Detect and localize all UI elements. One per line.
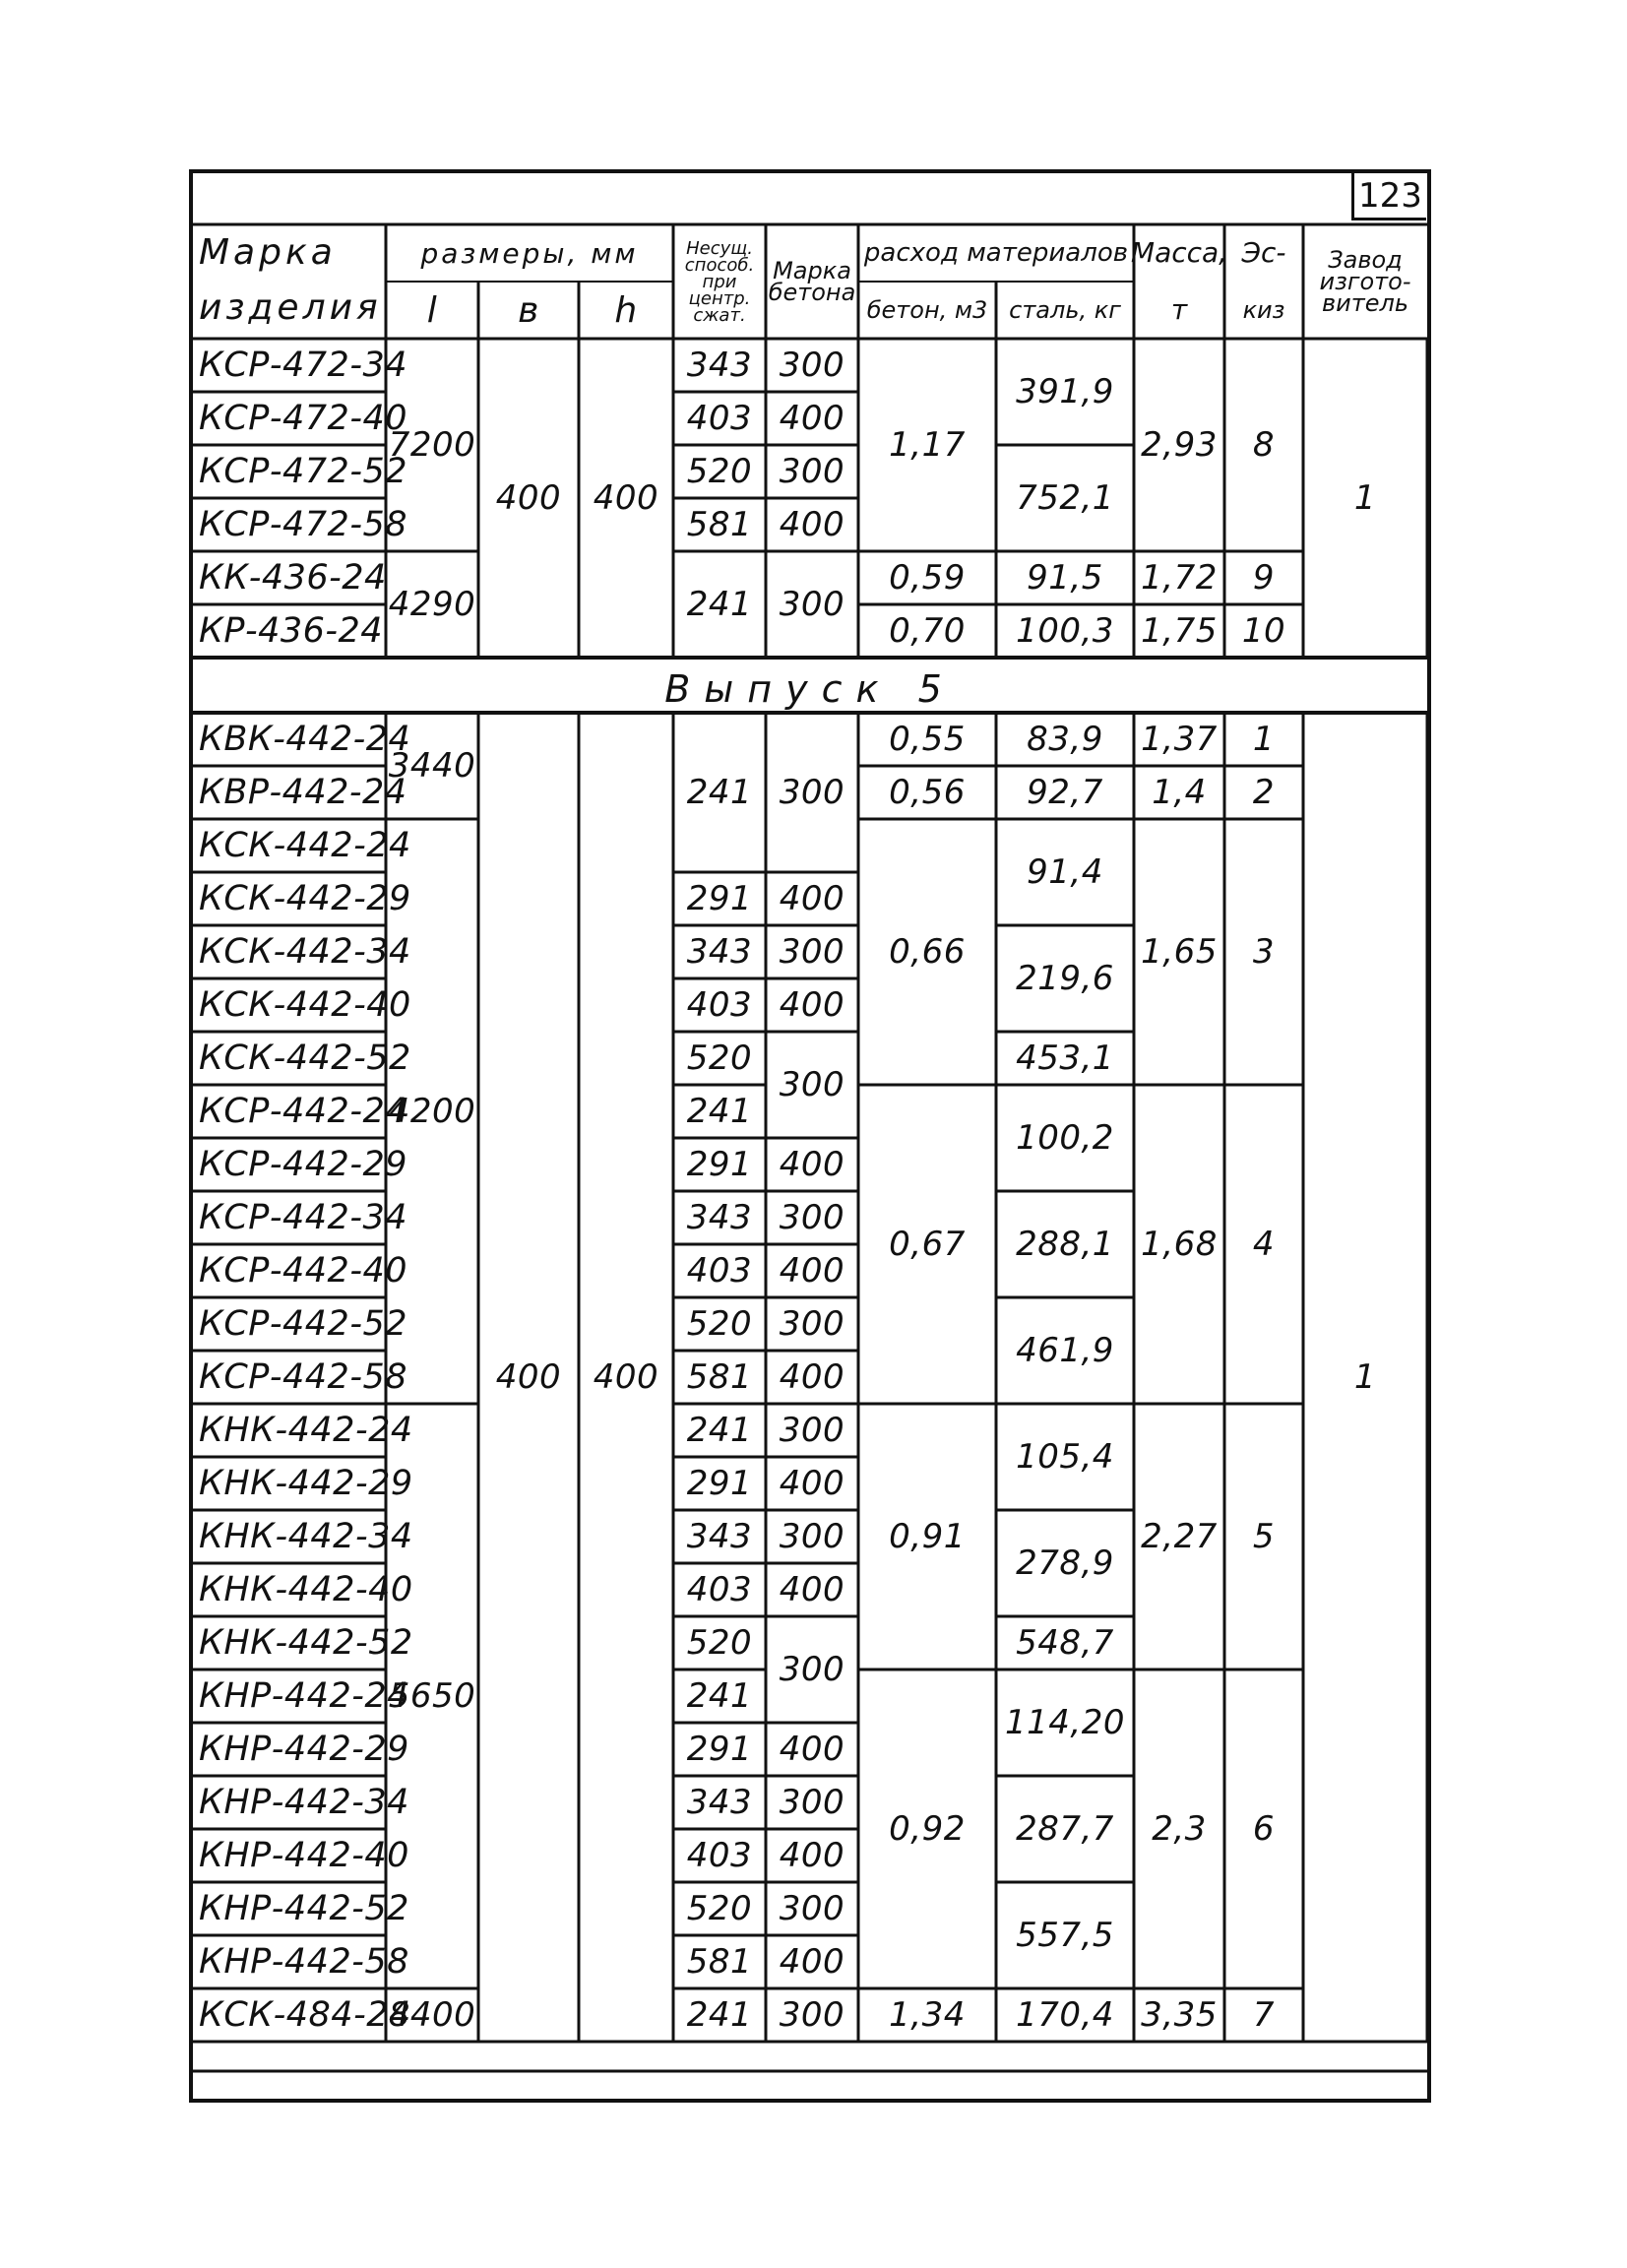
capacity-cell: 241 (686, 773, 753, 812)
height-cell: 400 (593, 478, 659, 518)
header-consumption: расход материалов (863, 238, 1129, 268)
table-row-mark: КСР-472-58 (199, 505, 407, 544)
header-steel: сталь, кг (1009, 296, 1121, 324)
mass-cell: 1,65 (1141, 932, 1218, 972)
table-row-mark: КВК-442-24 (199, 720, 411, 759)
steel-cell: 557,5 (1016, 1916, 1114, 1955)
capacity-cell: 343 (686, 932, 753, 972)
header-dimensions: размеры, мм (420, 236, 639, 270)
factory-cell: 1 (1353, 1357, 1377, 1397)
table-row-mark: КНК-442-40 (199, 1570, 413, 1609)
table-row-mark: КНК-442-34 (199, 1517, 413, 1556)
steel-cell: 105,4 (1016, 1437, 1114, 1477)
section-title: Выпуск 5 (664, 667, 956, 711)
table-row-mark: КСР-472-34 (199, 346, 407, 385)
concrete-grade-cell: 400 (779, 1464, 845, 1503)
length-cell: 4200 (388, 1092, 476, 1131)
header-mark-line2: изделия (199, 286, 382, 328)
concrete-grade-cell: 300 (779, 1783, 845, 1822)
concrete-grade-cell: 400 (779, 879, 845, 918)
table-row-mark: КНР-442-24 (199, 1676, 409, 1716)
concrete-grade-cell: 300 (779, 932, 845, 972)
capacity-cell: 291 (686, 1145, 753, 1184)
table-row-mark: КНР-442-29 (199, 1730, 409, 1769)
capacity-cell: 403 (686, 1570, 753, 1609)
table-row-mark: КВР-442-24 (199, 773, 407, 812)
concrete-grade-cell: 400 (779, 1942, 845, 1982)
table-row-mark: КСР-442-34 (199, 1198, 407, 1237)
concrete-grade-cell: 300 (779, 1198, 845, 1237)
table-row-mark: КСР-472-40 (199, 399, 407, 438)
table-row-mark: КСР-442-24 (199, 1092, 407, 1131)
mass-cell: 1,37 (1141, 720, 1218, 759)
length-cell: 7200 (388, 425, 476, 465)
concrete-grade-cell: 300 (779, 346, 845, 385)
concrete-grade-cell: 400 (779, 1251, 845, 1291)
capacity-cell: 403 (686, 1251, 753, 1291)
capacity-cell: 581 (686, 505, 753, 544)
steel-cell: 91,5 (1027, 558, 1103, 598)
table-row-mark: КСК-442-24 (199, 826, 411, 865)
table-row-mark: КНР-442-34 (199, 1783, 409, 1822)
header-mass-line2: т (1170, 293, 1188, 326)
mass-cell: 2,3 (1152, 1809, 1207, 1849)
concrete-volume-cell: 0,91 (889, 1517, 966, 1556)
header-dim-h: h (614, 289, 638, 331)
length-cell: 5650 (388, 1676, 476, 1716)
capacity-cell: 241 (686, 1411, 753, 1450)
header-concrete-grade: Марка бетона (768, 257, 856, 306)
table-row-mark: КНР-442-40 (199, 1836, 409, 1875)
concrete-grade-cell: 400 (779, 1730, 845, 1769)
sketch-cell: 2 (1252, 773, 1276, 812)
width-cell: 400 (495, 478, 562, 518)
steel-cell: 461,9 (1016, 1331, 1114, 1370)
table-row-mark: КНК-442-24 (199, 1411, 413, 1450)
mass-cell: 2,93 (1141, 425, 1218, 465)
mass-cell: 1,4 (1152, 773, 1207, 812)
concrete-grade-cell: 300 (779, 1889, 845, 1928)
steel-cell: 287,7 (1016, 1809, 1114, 1849)
header-sketch-line1: Эс- (1241, 236, 1286, 269)
table-row-mark: КСР-442-29 (199, 1145, 407, 1184)
table-row-mark: КСК-442-34 (199, 932, 411, 972)
concrete-grade-cell: 400 (779, 1357, 845, 1397)
concrete-grade-cell: 400 (779, 505, 845, 544)
table-row-mark: КСК-484-24 (199, 1995, 411, 2035)
sketch-cell: 1 (1252, 720, 1276, 759)
table-row-mark: КК-436-24 (199, 558, 387, 598)
sketch-cell: 4 (1252, 1225, 1276, 1264)
table-row-mark: КНР-442-52 (199, 1889, 409, 1928)
length-cell: 4290 (388, 585, 476, 624)
concrete-volume-cell: 0,67 (889, 1225, 966, 1264)
table-row-mark: КСК-442-40 (199, 985, 411, 1025)
capacity-cell: 291 (686, 879, 753, 918)
capacity-cell: 241 (686, 1092, 753, 1131)
capacity-cell: 581 (686, 1357, 753, 1397)
concrete-grade-cell: 300 (779, 585, 845, 624)
capacity-cell: 291 (686, 1730, 753, 1769)
table-row-mark: КСК-442-52 (199, 1039, 411, 1078)
steel-cell: 288,1 (1016, 1225, 1114, 1264)
capacity-cell: 291 (686, 1464, 753, 1503)
capacity-cell: 581 (686, 1942, 753, 1982)
concrete-volume-cell: 1,17 (889, 425, 966, 465)
concrete-grade-cell: 400 (779, 1145, 845, 1184)
length-cell: 8400 (388, 1995, 476, 2035)
capacity-cell: 520 (686, 1623, 753, 1663)
capacity-cell: 241 (686, 585, 753, 624)
sketch-cell: 3 (1252, 932, 1276, 972)
concrete-grade-cell: 300 (779, 1065, 845, 1104)
concrete-volume-cell: 0,56 (889, 773, 966, 812)
header-mark-line1: Марка (199, 231, 337, 273)
capacity-cell: 520 (686, 1889, 753, 1928)
concrete-grade-cell: 300 (779, 1304, 845, 1344)
steel-cell: 114,20 (1005, 1703, 1125, 1742)
table-row-mark: КСР-442-40 (199, 1251, 407, 1291)
steel-cell: 83,9 (1027, 720, 1103, 759)
steel-cell: 278,9 (1016, 1544, 1114, 1583)
concrete-volume-cell: 0,92 (889, 1809, 966, 1849)
mass-cell: 2,27 (1141, 1517, 1218, 1556)
header-factory: Завод изгото- витель (1319, 246, 1411, 317)
concrete-grade-cell: 300 (779, 773, 845, 812)
header-dim-b: в (518, 289, 539, 331)
mass-cell: 1,72 (1141, 558, 1218, 598)
capacity-cell: 403 (686, 399, 753, 438)
capacity-cell: 343 (686, 1198, 753, 1237)
concrete-grade-cell: 300 (779, 1995, 845, 2035)
table-row-mark: КНК-442-52 (199, 1623, 413, 1663)
concrete-volume-cell: 0,59 (889, 558, 966, 598)
concrete-grade-cell: 300 (779, 1517, 845, 1556)
concrete-grade-cell: 400 (779, 1570, 845, 1609)
header-concrete: бетон, м3 (866, 296, 988, 324)
table-row-mark: КР-436-24 (199, 611, 384, 651)
steel-cell: 391,9 (1016, 372, 1114, 411)
capacity-cell: 520 (686, 452, 753, 491)
header-dim-l: l (426, 289, 438, 331)
steel-cell: 752,1 (1016, 478, 1114, 518)
concrete-grade-cell: 300 (779, 452, 845, 491)
table-row-mark: КСК-442-29 (199, 879, 411, 918)
concrete-volume-cell: 0,55 (889, 720, 966, 759)
table-row-mark: КСР-442-52 (199, 1304, 407, 1344)
capacity-cell: 343 (686, 346, 753, 385)
sketch-cell: 5 (1252, 1517, 1276, 1556)
width-cell: 400 (495, 1357, 562, 1397)
table-row-mark: КНК-442-29 (199, 1464, 413, 1503)
concrete-volume-cell: 0,66 (889, 932, 966, 972)
mass-cell: 3,35 (1141, 1995, 1218, 2035)
capacity-cell: 343 (686, 1783, 753, 1822)
steel-cell: 548,7 (1016, 1623, 1114, 1663)
sketch-cell: 6 (1252, 1809, 1276, 1849)
capacity-cell: 241 (686, 1676, 753, 1716)
header-mass-line1: Масса, (1130, 236, 1228, 269)
steel-cell: 92,7 (1027, 773, 1103, 812)
steel-cell: 453,1 (1016, 1039, 1114, 1078)
steel-cell: 100,2 (1016, 1118, 1114, 1158)
factory-cell: 1 (1353, 478, 1377, 518)
concrete-volume-cell: 0,70 (889, 611, 966, 651)
concrete-grade-cell: 300 (779, 1411, 845, 1450)
sketch-cell: 8 (1252, 425, 1276, 465)
capacity-cell: 403 (686, 1836, 753, 1875)
concrete-grade-cell: 300 (779, 1650, 845, 1689)
concrete-grade-cell: 400 (779, 399, 845, 438)
capacity-cell: 241 (686, 1995, 753, 2035)
steel-cell: 170,4 (1016, 1995, 1114, 2035)
sketch-cell: 9 (1252, 558, 1276, 598)
mass-cell: 1,75 (1141, 611, 1218, 651)
height-cell: 400 (593, 1357, 659, 1397)
capacity-cell: 403 (686, 985, 753, 1025)
mass-cell: 1,68 (1141, 1225, 1218, 1264)
sketch-cell: 10 (1241, 611, 1286, 651)
steel-cell: 219,6 (1016, 959, 1114, 998)
table-row-mark: КСР-442-58 (199, 1357, 407, 1397)
capacity-cell: 520 (686, 1039, 753, 1078)
concrete-grade-cell: 400 (779, 1836, 845, 1875)
concrete-volume-cell: 1,34 (889, 1995, 966, 2035)
steel-cell: 91,4 (1027, 852, 1103, 892)
length-cell: 3440 (388, 746, 476, 786)
header-sketch-line2: киз (1242, 296, 1285, 324)
concrete-grade-cell: 400 (779, 985, 845, 1025)
page-number: 123 (1351, 173, 1426, 220)
capacity-cell: 343 (686, 1517, 753, 1556)
table-row-mark: КНР-442-58 (199, 1942, 409, 1982)
steel-cell: 100,3 (1016, 611, 1114, 651)
sketch-cell: 7 (1252, 1995, 1276, 2035)
table-row-mark: КСР-472-52 (199, 452, 407, 491)
capacity-cell: 520 (686, 1304, 753, 1344)
header-capacity: Несущ. способ. при центр. сжат. (684, 237, 755, 326)
